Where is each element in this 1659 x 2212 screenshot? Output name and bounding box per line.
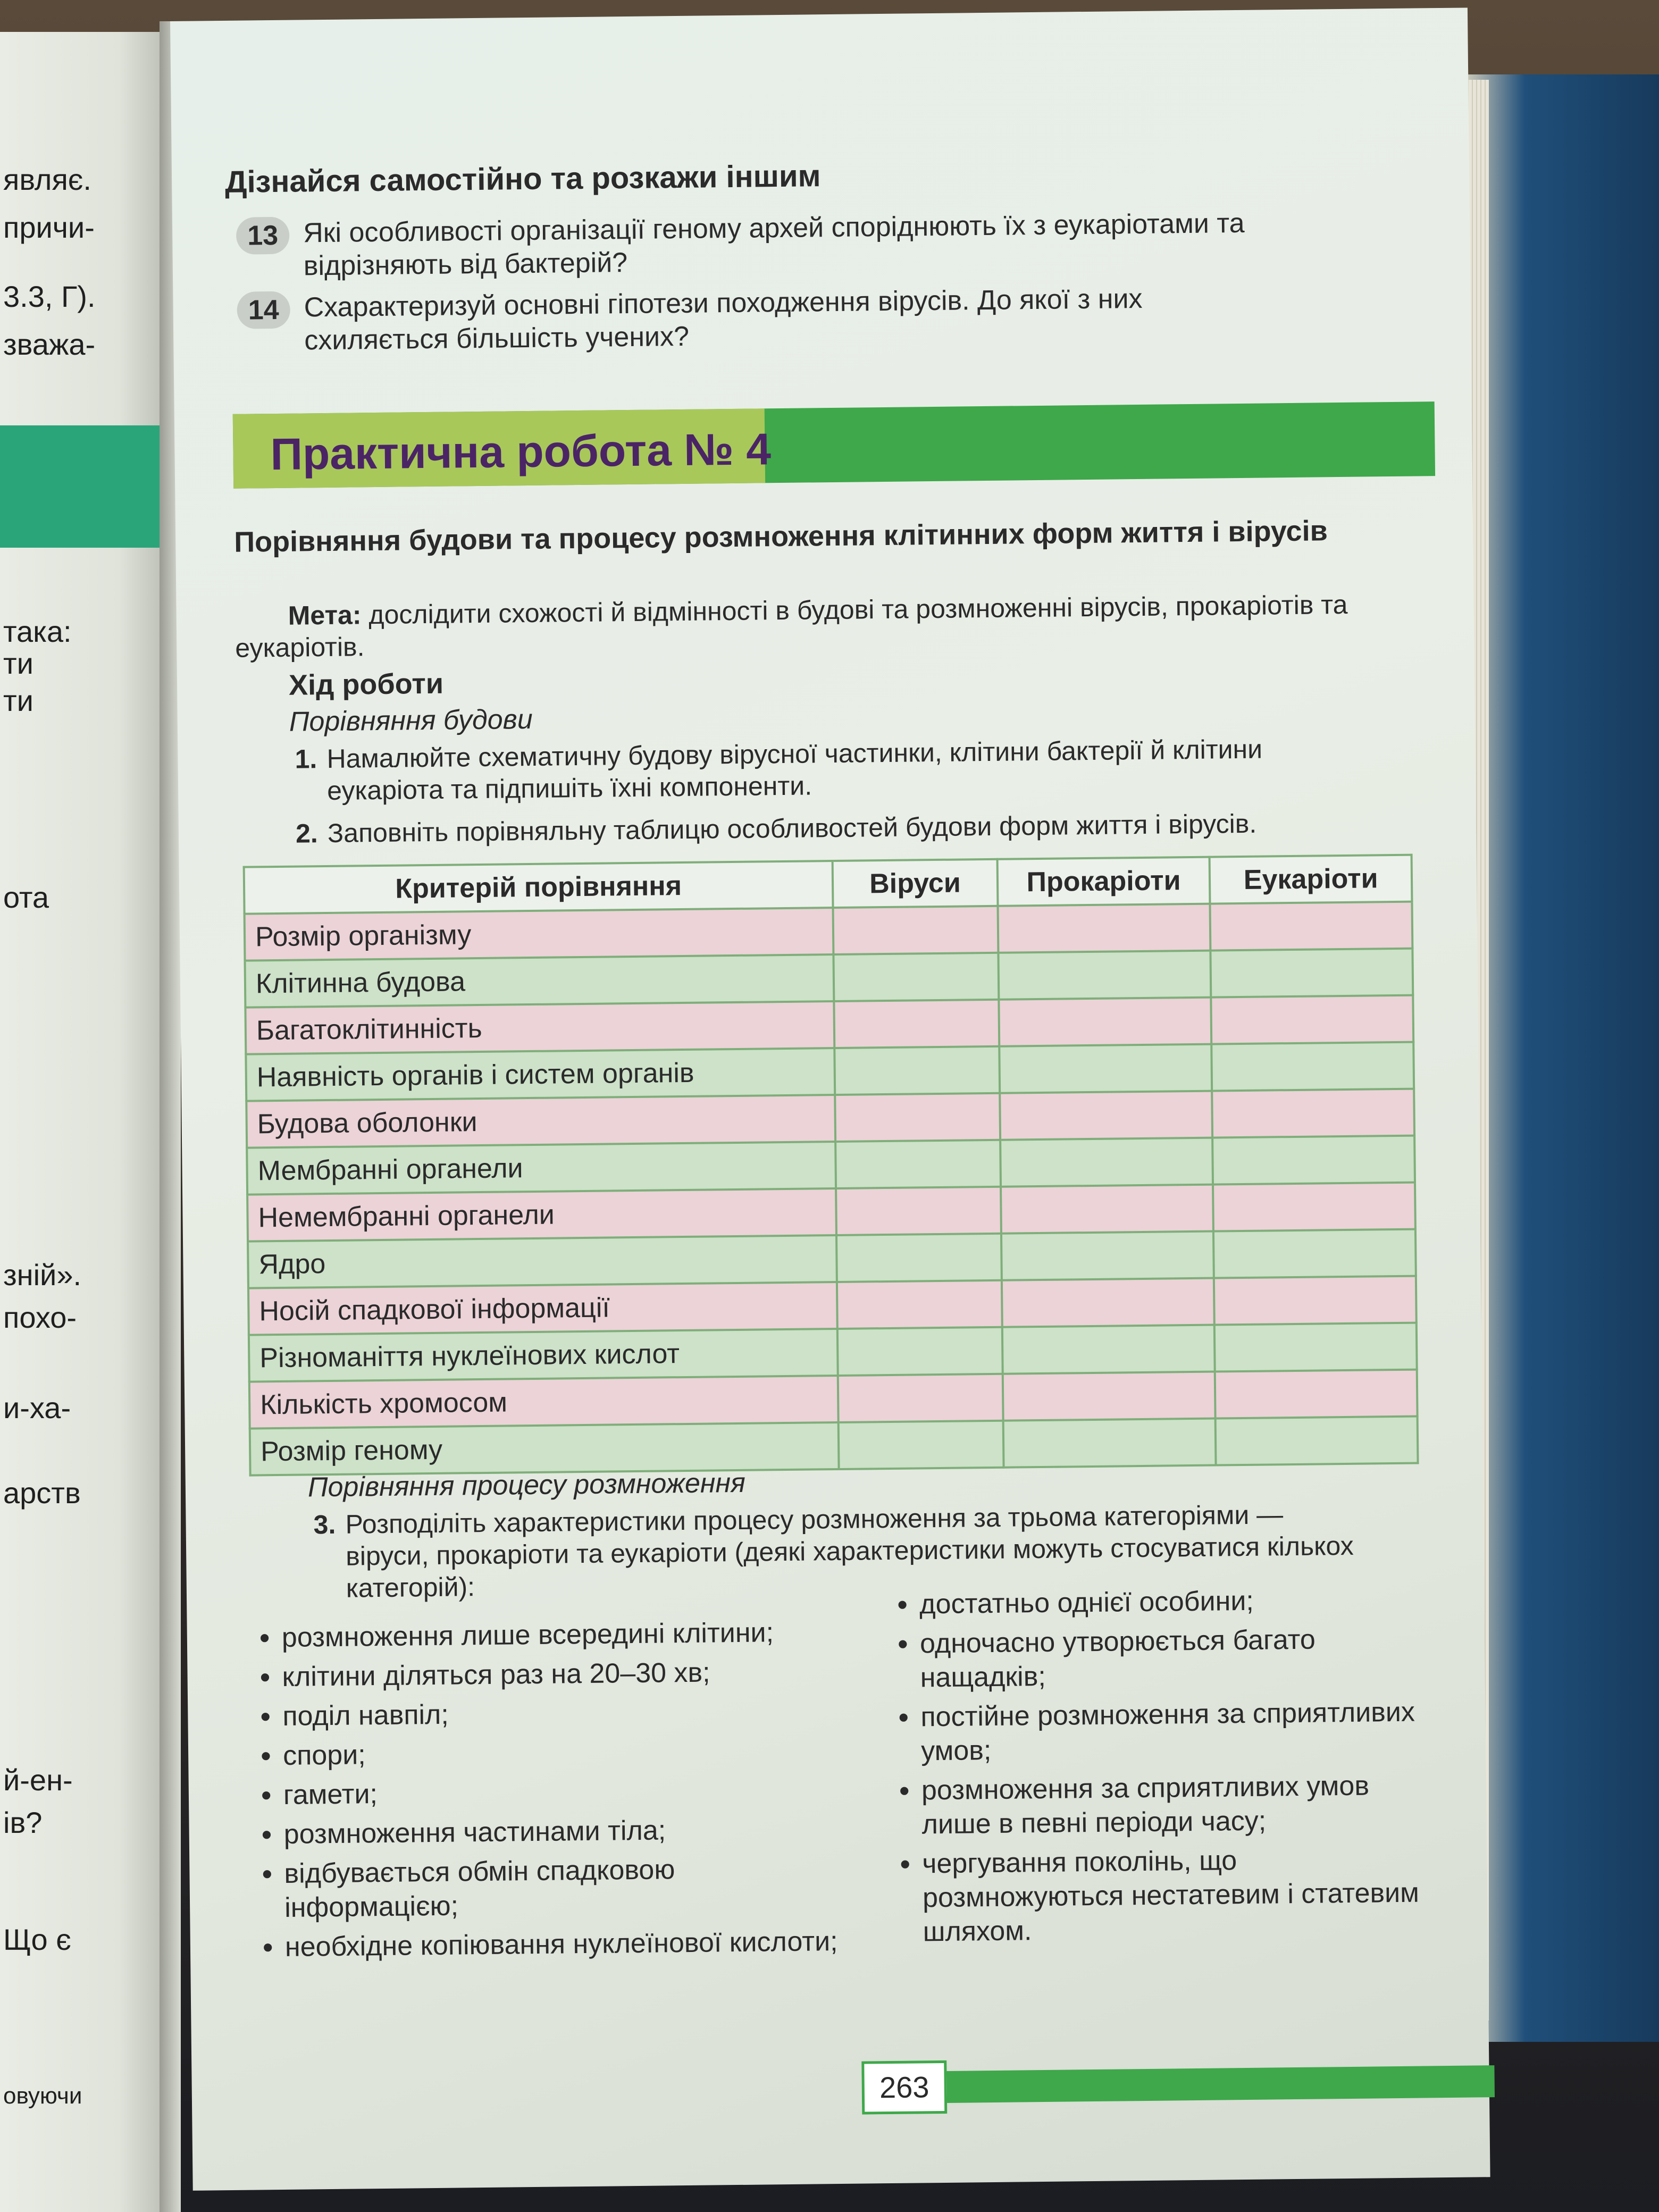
table-cell <box>1000 1138 1213 1187</box>
reproduction-heading: Порівняння процесу розмноження <box>307 1467 746 1503</box>
left-fragment: арств <box>3 1476 81 1510</box>
table-cell <box>838 1374 1003 1422</box>
table-cell <box>836 1187 1001 1235</box>
table-cell <box>1001 1231 1214 1280</box>
work-title: Порівняння будови та процесу розмноження клітинних форм життя і вірусів <box>233 515 1328 558</box>
table-cell <box>839 1421 1003 1469</box>
step-number: 2. <box>295 818 319 849</box>
row-label: Носій спадкової інформації <box>248 1282 837 1335</box>
book-cover-edge <box>1468 74 1659 2042</box>
left-fragment: ти <box>3 684 33 717</box>
left-fragment: зній». <box>3 1258 82 1292</box>
question-text: Схарактеризуй основні гіпотези походження вірусів. До якої з них схиляється більшість учених? <box>304 283 1143 356</box>
row-label: Клітинна будова <box>245 954 834 1008</box>
left-fragment: зважа- <box>3 328 96 361</box>
table-cell <box>1000 1091 1213 1140</box>
list-item: • клітини діляться раз на 20–30 хв; <box>256 1654 847 1695</box>
practical-banner <box>233 401 1435 489</box>
left-fragment: ти <box>3 647 33 680</box>
table-cell <box>1210 902 1413 951</box>
left-fragment: причи- <box>3 211 95 244</box>
comparison-table <box>243 854 1419 1477</box>
table-cell <box>834 953 999 1001</box>
table-cell <box>1213 1229 1416 1278</box>
list-item: • спори; <box>257 1733 848 1773</box>
table-cell <box>836 1234 1001 1282</box>
structure-heading: Порівняння будови <box>289 703 533 738</box>
step-2 <box>296 807 1360 850</box>
step-text: Розподіліть характеристики процесу розмноження за трьома категоріями — віруси, прокаріоти та еукаріоти (деякі характеристики можуть стосуватися кількох категорій): <box>345 1499 1354 1603</box>
table-cell <box>998 904 1211 953</box>
list-item: • одночасно утворюється багато нащадків; <box>894 1621 1427 1695</box>
list-item: • достатньо однієї особини; <box>894 1582 1426 1621</box>
table-cell <box>834 1000 999 1048</box>
left-fragment: овуючи <box>3 2083 82 2109</box>
row-label: Багатоклітинність <box>245 1001 834 1054</box>
table-cell <box>1002 1325 1215 1374</box>
table-cell <box>1212 1089 1415 1138</box>
left-fragment: ів? <box>3 1806 43 1839</box>
question-number: 13 <box>236 217 290 255</box>
list-item: • чергування поколінь, що розмножуються нестатевим і статевим шляхом. <box>896 1841 1429 1949</box>
list-item: • розмноження частинами тіла; <box>258 1812 849 1852</box>
table-cell <box>1213 1183 1415 1231</box>
bullet-list-right <box>894 1582 1429 1954</box>
step-1 <box>295 732 1359 807</box>
table-cell <box>1211 949 1413 998</box>
question-number: 14 <box>237 291 290 329</box>
table-header: Еукаріоти <box>1210 855 1412 904</box>
table-cell <box>1001 1185 1214 1234</box>
step-number: 3. <box>313 1509 336 1540</box>
step-text: Намалюйте схематичну будову вірусної частинки, клітини бактерії й клітини еукаріота та підпишіть їхні компоненти. <box>326 734 1263 806</box>
left-fragment: така: <box>3 615 72 648</box>
section-title: Дізнайся самостійно та розкажи іншим <box>224 158 821 199</box>
table-cell <box>1002 1278 1215 1327</box>
table-cell <box>835 1140 1000 1188</box>
table-cell <box>999 1044 1212 1093</box>
goal-label: Мета: <box>288 600 362 631</box>
table-cell <box>999 998 1212 1046</box>
question-text: Які особливості організації геному архей споріднюють їх з еукаріотами та відрізняють від бактерій? <box>303 207 1245 282</box>
table-cell <box>1215 1370 1418 1419</box>
row-label: Розмір організму <box>245 908 834 961</box>
list-item: • розмноження за сприятливих умов лише в певні періоди часу; <box>896 1768 1428 1841</box>
left-page <box>0 32 170 2212</box>
left-page-green-band <box>0 425 160 548</box>
row-label: Мембранні органели <box>247 1142 836 1195</box>
question-14 <box>237 281 1301 358</box>
table-cell <box>1002 1372 1216 1421</box>
left-fragment: являє. <box>3 163 91 196</box>
table-cell <box>1214 1276 1417 1325</box>
goal-paragraph <box>234 589 1352 664</box>
list-item: • розмноження лише всередині клітини; <box>256 1615 847 1655</box>
left-fragment: 3.3, Г). <box>3 280 96 313</box>
table-cell <box>837 1327 1002 1376</box>
table-cell <box>1211 995 1414 1044</box>
step-number: 1. <box>295 744 317 774</box>
list-item: • постійне розмноження за сприятливих умов; <box>895 1695 1427 1768</box>
table-cell <box>834 1046 999 1095</box>
table-cell <box>1003 1419 1216 1468</box>
table-header: Критерій порівняння <box>244 861 833 914</box>
question-13 <box>236 206 1300 283</box>
list-item: • відбувається обмін спадковою інформацією; <box>258 1851 849 1925</box>
table-cell <box>1212 1042 1414 1091</box>
page-number: 263 <box>861 2060 947 2115</box>
table-cell <box>1214 1323 1417 1372</box>
row-label: Кількість хромосом <box>249 1376 839 1429</box>
table-cell <box>998 951 1211 1000</box>
table-cell <box>833 906 998 954</box>
row-label: Будова оболонки <box>246 1095 835 1148</box>
table-cell <box>1216 1417 1418 1465</box>
left-fragment: ота <box>3 881 49 914</box>
row-label: Розмір геному <box>250 1422 839 1476</box>
row-label: Немембранні органели <box>247 1188 836 1242</box>
left-fragment: похо- <box>3 1301 77 1334</box>
table-cell <box>835 1093 1000 1142</box>
practical-title: Практична робота № 4 <box>270 424 772 480</box>
list-item: • поділ навпіл; <box>257 1694 848 1734</box>
left-fragment: и-ха- <box>3 1391 71 1425</box>
list-item: • необхідне копіювання нуклеїнової кислоти; <box>259 1924 850 1965</box>
table-header: Прокаріоти <box>997 857 1210 906</box>
goal-text: дослідити схожості й відмінності в будові та розмноженні вірусів, прокаріотів та еукаріотів. <box>235 589 1348 663</box>
footer-band <box>936 2065 1495 2103</box>
row-label: Наявність органів і систем органів <box>246 1048 835 1101</box>
table-header: Віруси <box>833 859 998 908</box>
row-label: Різноманіття нуклеїнових кислот <box>249 1329 838 1382</box>
row-label: Ядро <box>248 1235 837 1288</box>
left-fragment: Що є <box>3 1923 71 1956</box>
left-fragment: й-ен- <box>3 1763 73 1797</box>
progress-heading: Хід роботи <box>288 667 444 701</box>
step-text: Заповніть порівняльну таблицю особливостей будови форм життя і вірусів. <box>327 808 1257 848</box>
table-cell <box>1212 1136 1415 1185</box>
table-cell <box>837 1280 1002 1329</box>
list-item: • гамети; <box>258 1772 849 1813</box>
textbook-page <box>170 7 1490 2190</box>
bullet-list-left <box>256 1615 850 1970</box>
